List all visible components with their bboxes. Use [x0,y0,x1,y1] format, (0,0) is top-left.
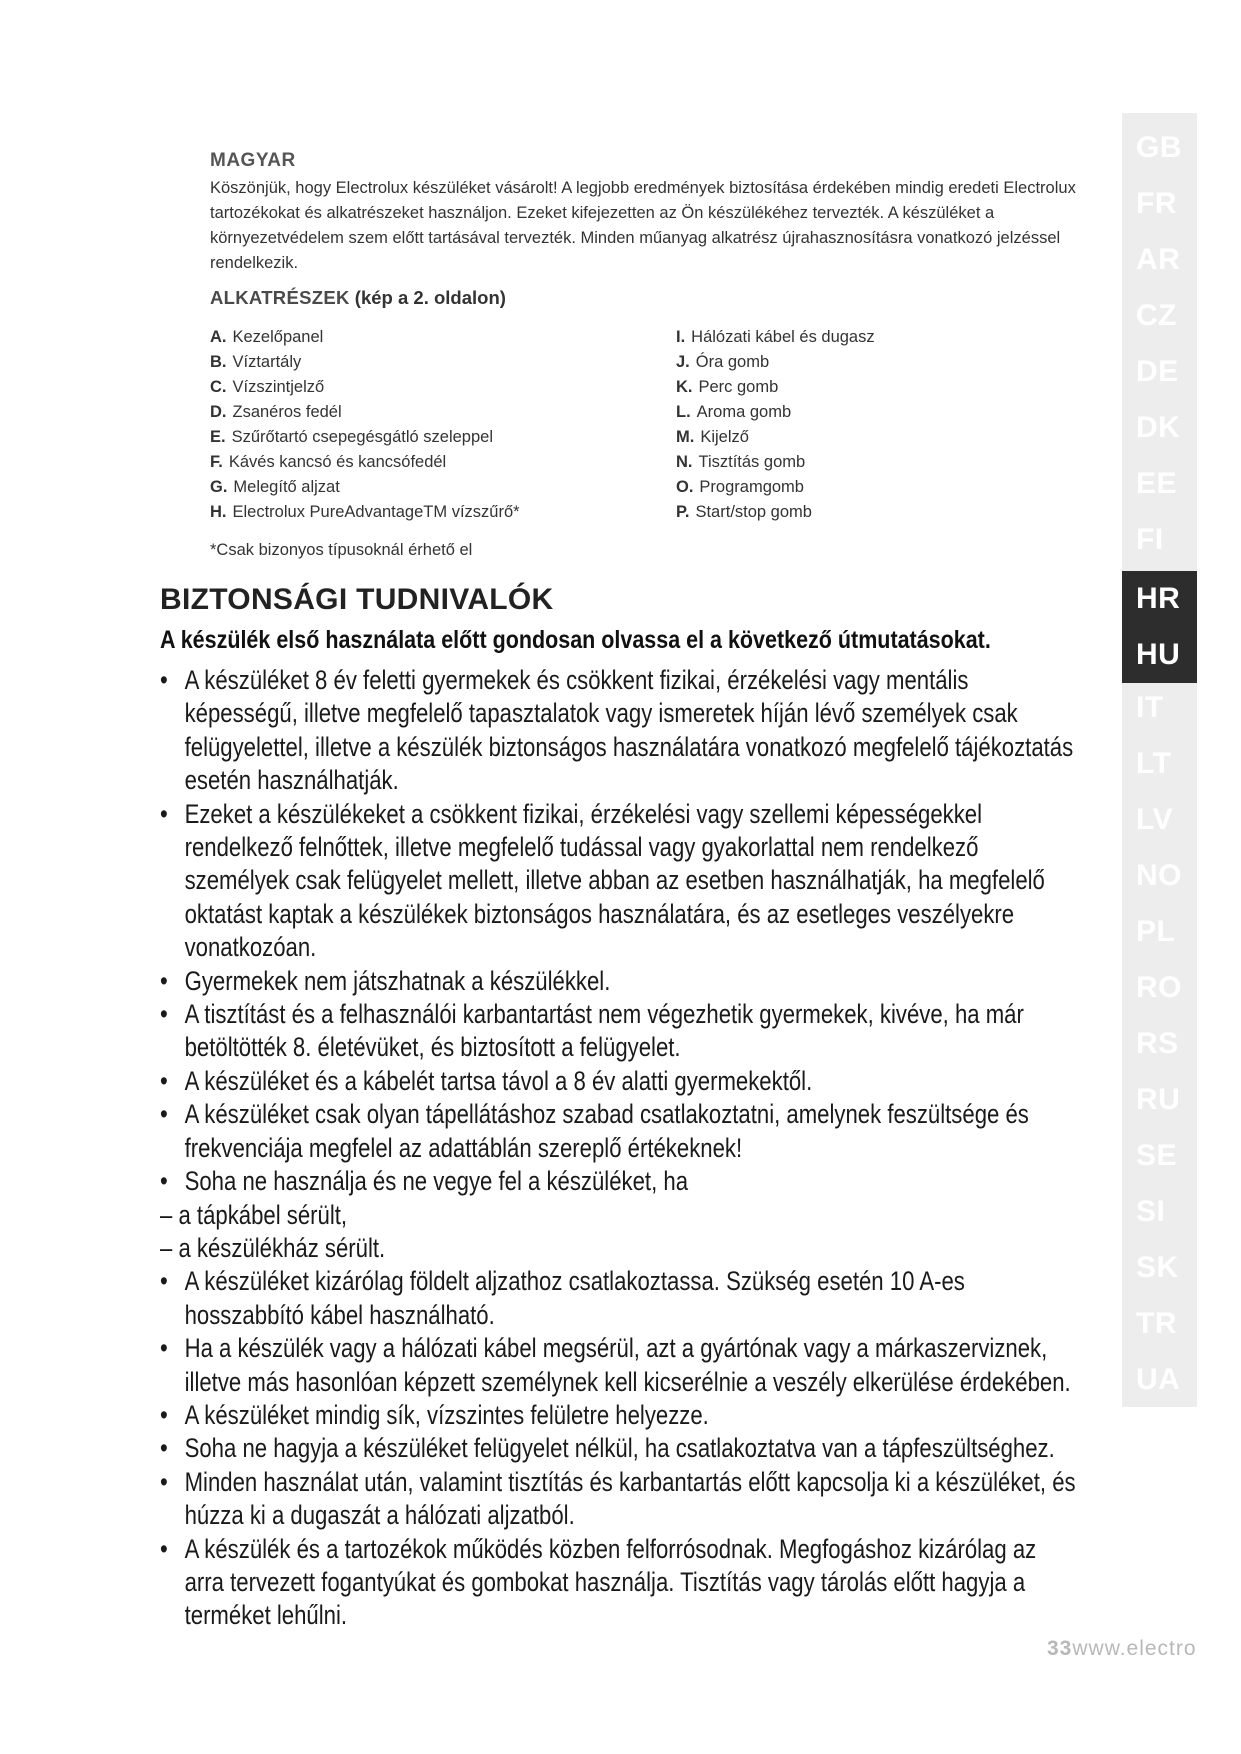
part-item: D. Zsanéros fedél [210,403,342,421]
part-item: A. Kezelőpanel [210,328,324,346]
lang-tab-fr[interactable]: FR [1136,187,1177,220]
part-item: E. Szűrőtartó csepegésgátló szeleppel [210,428,494,446]
lang-tab-no[interactable]: NO [1136,859,1182,892]
safety-item: • A készüléket kizárólag földelt aljzathoz csatlakoztassa. Szükség esetén 10 A-es hosszabbító kábel használható. [160,1265,1078,1332]
safety-subtitle: A készülék első használata előtt gondosan olvassa el a következő útmutatásokat. [160,626,991,654]
intro-paragraph: Köszönjük, hogy Electrolux készüléket vásárolt! A legjobb eredmények biztosítása érdekében mindig eredeti Electrolux tartozékokat és alkatrészeket használjon. Ezeket kifejezetten az Ön készülékéhez tervezték. A készüléket a környezetvédelem szem előtt tartásával tervezték. Minden műanyag alkatrész újrahasznosításra vonatkozó jelzéssel rendelkezik. [210,179,1076,272]
lang-tab-sk[interactable]: SK [1136,1251,1179,1284]
lang-tab-lv[interactable]: LV [1136,803,1174,836]
safety-item: • Ha a készülék vagy a hálózati kábel megsérül, azt a gyártónak vagy a márkaszerviznek, illetve más hasonlóan képzett személynek kell kicserélnie a veszély elkerülése érdekében. [160,1332,1078,1399]
safety-title: BIZTONSÁGI TUDNIVALÓK [160,583,554,616]
safety-item: • A készüléket és a kábelét tartsa távol a 8 év alatti gyermekektől. [160,1065,1078,1098]
safety-item: • A készülék és a tartozékok működés közben felforrósodnak. Megfogáshoz kizárólag az arra tervezett fogantyúkat és gombokat használja. Tisztítás vagy tárolás előtt hagyja a terméket lehűlni. [160,1533,1078,1633]
parts-list-right [676,325,875,525]
lang-tab-it[interactable]: IT [1136,691,1164,724]
part-item: P. Start/stop gomb [676,503,812,521]
lang-tab-rs[interactable]: RS [1136,1027,1179,1060]
page-footer [1047,1637,1197,1661]
lang-tab-gb[interactable]: GB [1136,131,1182,164]
lang-tab-de[interactable]: DE [1136,355,1179,388]
lang-tab-fi[interactable]: FI [1136,523,1164,556]
part-item: M. Kijelző [676,428,749,446]
part-item: J. Óra gomb [676,353,770,371]
part-item: G. Melegítő aljzat [210,478,340,496]
lang-tab-dk[interactable]: DK [1136,411,1181,444]
lang-tab-ru[interactable]: RU [1136,1083,1181,1116]
safety-subitem: – a tápkábel sérült, [160,1199,348,1230]
safety-item: • Soha ne hagyja a készüléket felügyelet nélkül, ha csatlakoztatva van a tápfeszültséghez. [160,1432,1078,1465]
safety-item: • Gyermekek nem játszhatnak a készülékkel. [160,965,1078,998]
parts-list-left [210,325,520,525]
part-item: F. Kávés kancsó és kancsófedél [210,453,447,471]
parts-heading-note: (kép a 2. oldalon) [354,287,506,308]
language-heading: MAGYAR [210,150,296,171]
lang-tab-ee[interactable]: EE [1136,467,1178,500]
safety-item: • Ezeket a készülékeket a csökkent fizikai, érzékelési vagy szellemi képességekkel rendelkező felnőttek, illetve megfelelő tudással vagy gyakorlattal nem rendelkező személyek csak felügyelet mellett, illetve abban az esetben használhatják, ha megfelelő oktatást kaptak a készülékek biztonságos használatára, és az esetleges veszélyekre vonatkozóan. [160,798,1078,965]
safety-list [160,664,1078,1633]
parts-heading [210,287,506,309]
lang-tab-hu[interactable]: HU [1122,627,1197,683]
part-item: O. Programgomb [676,478,804,496]
lang-tab-ar[interactable]: AR [1136,243,1181,276]
safety-item: • Minden használat után, valamint tisztítás és karbantartás előtt kapcsolja ki a készüléket, és húzza ki a dugaszát a hálózati aljzatból. [160,1466,1078,1533]
safety-subitem: – a készülékház sérült. [160,1232,386,1263]
part-item: I. Hálózati kábel és dugasz [676,328,875,346]
page-number: 33 [1047,1637,1073,1660]
lang-tab-pl[interactable]: PL [1136,915,1176,948]
lang-tab-tr[interactable]: TR [1136,1307,1177,1340]
safety-item: • A készüléket mindig sík, vízszintes felületre helyezze. [160,1399,1078,1432]
lang-tab-se[interactable]: SE [1136,1139,1178,1172]
part-item: L. Aroma gomb [676,403,792,421]
safety-item: • A készüléket csak olyan tápellátáshoz szabad csatlakoztatni, amelynek feszültsége és frekvenciája megfelel az adattáblán szereplő értékeknek! [160,1098,1078,1165]
lang-tab-cz[interactable]: CZ [1136,299,1177,332]
part-item: C. Vízszintjelző [210,378,325,396]
part-item: B. Víztartály [210,353,302,371]
lang-tab-lt[interactable]: LT [1136,747,1172,780]
lang-tab-si[interactable]: SI [1136,1195,1166,1228]
part-item: N. Tisztítás gomb [676,453,806,471]
part-item: K. Perc gomb [676,378,779,396]
lang-tab-hr[interactable]: HR [1122,571,1197,627]
language-tabs [1122,113,1197,1407]
parts-footnote: *Csak bizonyos típusoknál érhető el [210,541,473,559]
safety-item: • Soha ne használja és ne vegye fel a készüléket, ha [160,1165,1078,1198]
footer-url: www.electro [1072,1637,1197,1660]
lang-tab-ro[interactable]: RO [1136,971,1182,1004]
parts-heading-keyword: ALKATRÉSZEK [210,287,350,308]
lang-tab-ua[interactable]: UA [1136,1363,1181,1396]
part-item: H. Electrolux PureAdvantageTM vízszűrő* [210,503,520,521]
safety-item: • A tisztítást és a felhasználói karbantartást nem végezhetik gyermekek, kivéve, ha már betöltötték 8. életévüket, és biztosított a felügyelet. [160,998,1078,1065]
safety-item: • A készüléket 8 év feletti gyermekek és csökkent fizikai, érzékelési vagy mentális képességű, illetve megfelelő tapasztalatok vagy ismeretek híján lévő személyek csak felügyelettel, illetve a készülék biztonságos használatára vonatkozó megfelelő tájékoztatás esetén használhatják. [160,664,1078,798]
